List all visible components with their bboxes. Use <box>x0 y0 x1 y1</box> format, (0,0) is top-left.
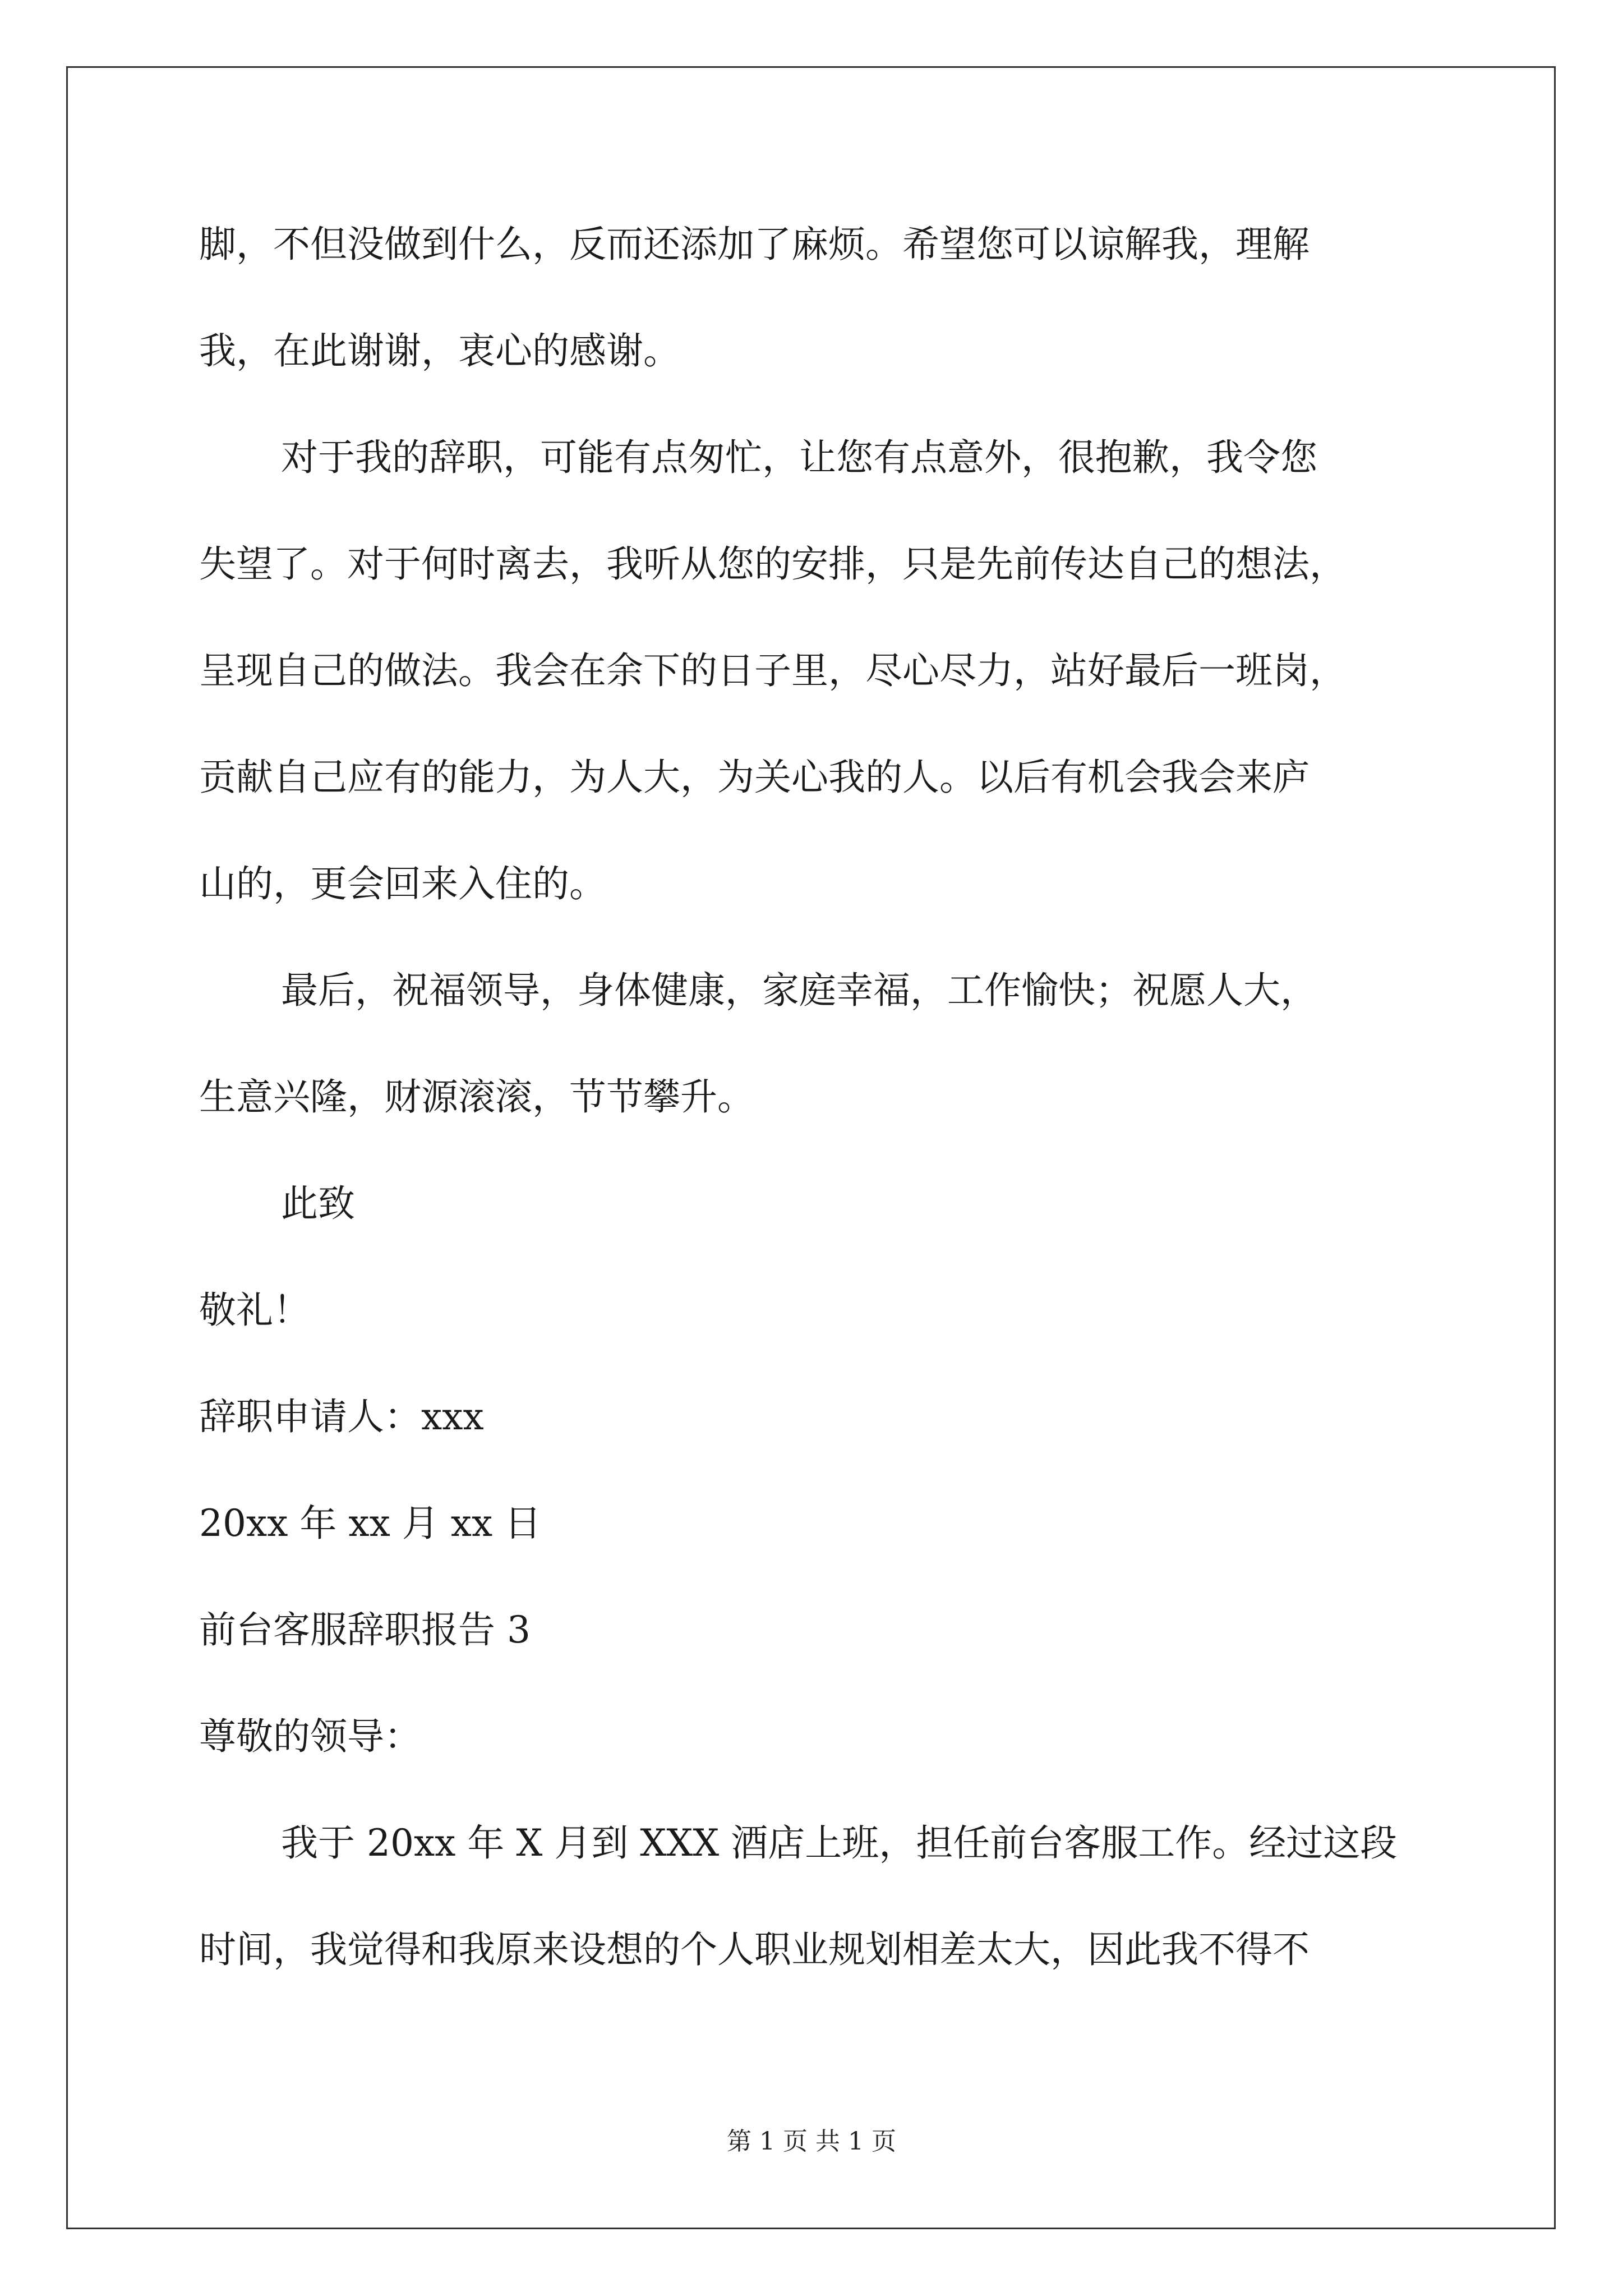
text-line: 对于我的辞职，可能有点匆忙，让您有点意外，很抱歉，我令您 <box>281 436 1317 479</box>
greeting-line: 尊敬的领导： <box>199 1715 421 1758</box>
text-line: 呈现自己的做法。我会在余下的日子里，尽心尽力，站好最后一班岗， <box>199 649 1347 692</box>
page-border <box>66 66 1556 2229</box>
page-footer: 第 1 页 共 1 页 <box>727 2127 896 2156</box>
text-line: 生意兴隆，财源滚滚，节节攀升。 <box>199 1075 754 1119</box>
text-line: 失望了。对于何时离去，我听从您的安排，只是先前传达自己的想法， <box>199 542 1347 586</box>
text-line: 最后，祝福领导，身体健康，家庭幸福，工作愉快；祝愿人大， <box>281 969 1317 1012</box>
text-line: 脚，不但没做到什么，反而还添加了麻烦。希望您可以谅解我，理解 <box>199 223 1310 266</box>
signature-line: 辞职申请人：xxx <box>199 1395 484 1438</box>
text-line: 我于 20xx 年 X 月到 XXX 酒店上班，担任前台客服工作。经过这段 <box>281 1821 1398 1865</box>
date-line: 20xx 年 xx 月 xx 日 <box>199 1502 542 1545</box>
text-line: 时间，我觉得和我原来设想的个人职业规划相差太大，因此我不得不 <box>199 1928 1310 1971</box>
closing-regards: 敬礼！ <box>199 1289 310 1332</box>
text-line: 山的，更会回来入住的。 <box>199 862 606 905</box>
text-line: 贡献自己应有的能力，为人大，为关心我的人。以后有机会我会来庐 <box>199 756 1310 799</box>
section-title: 前台客服辞职报告 3 <box>199 1608 531 1651</box>
closing-salutation: 此致 <box>281 1182 355 1225</box>
text-line: 我，在此谢谢，衷心的感谢。 <box>199 329 680 372</box>
